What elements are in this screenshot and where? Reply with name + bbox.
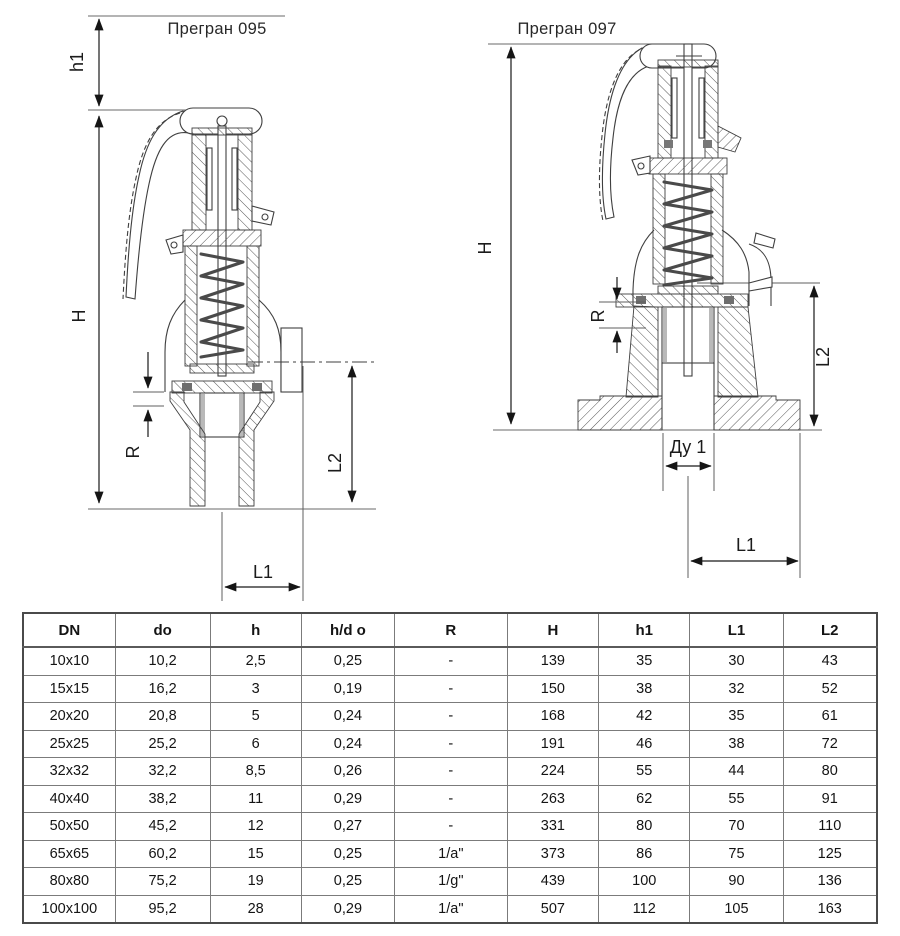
table-cell: 28 — [210, 895, 301, 923]
svg-text:H: H — [69, 309, 89, 323]
svg-text:L1: L1 — [735, 535, 757, 555]
table-row — [23, 647, 877, 675]
table-cell: 12 — [210, 813, 301, 841]
table-cell: 86 — [599, 840, 690, 868]
bonnet-lug — [718, 126, 741, 152]
dimension-H — [475, 47, 511, 424]
column-header: do — [115, 613, 210, 647]
table-cell: 30 — [690, 647, 783, 675]
table-cell: 15 — [210, 840, 301, 868]
table-cell: 11 — [210, 785, 301, 813]
dimension-L2 — [325, 366, 352, 502]
table-cell: - — [394, 813, 507, 841]
table-cell: 191 — [507, 730, 598, 758]
column-header: L2 — [783, 613, 877, 647]
table-cell: 32x32 — [23, 758, 115, 786]
table-cell: 55 — [599, 758, 690, 786]
table-cell: 62 — [599, 785, 690, 813]
table-cell: 0,24 — [301, 703, 394, 731]
table-cell: 25,2 — [115, 730, 210, 758]
table-cell: - — [394, 758, 507, 786]
table-cell: 46 — [599, 730, 690, 758]
table-cell: 61 — [783, 703, 877, 731]
table-row — [23, 675, 877, 703]
table-row — [23, 840, 877, 868]
table-row — [23, 813, 877, 841]
table-cell: 139 — [507, 647, 598, 675]
inlet-nipple — [170, 392, 274, 506]
lever-pivot — [217, 116, 227, 126]
column-header: h — [210, 613, 301, 647]
table-cell: 168 — [507, 703, 598, 731]
table-row — [23, 730, 877, 758]
valve-drawing-pregran-095 — [67, 16, 378, 601]
spring-plate — [190, 364, 254, 373]
table-cell: 125 — [783, 840, 877, 868]
table-cell: 38 — [599, 675, 690, 703]
table-cell: 35 — [690, 703, 783, 731]
table-cell: 35 — [599, 647, 690, 675]
bonnet — [658, 60, 741, 158]
table-cell: 263 — [507, 785, 598, 813]
table-row — [23, 703, 877, 731]
table-cell: 0,25 — [301, 868, 394, 896]
table-cell: 43 — [783, 647, 877, 675]
table-cell: 5 — [210, 703, 301, 731]
table-cell: 10x10 — [23, 647, 115, 675]
table-cell: 38 — [690, 730, 783, 758]
table-cell: 100 — [599, 868, 690, 896]
table-cell: 50x50 — [23, 813, 115, 841]
table-cell: 32 — [690, 675, 783, 703]
table-cell: 0,24 — [301, 730, 394, 758]
table-cell: 1/a" — [394, 895, 507, 923]
side-outlet — [281, 328, 302, 392]
table-row — [23, 895, 877, 923]
table-cell: 42 — [599, 703, 690, 731]
svg-text:R: R — [588, 309, 608, 323]
table-cell: 60,2 — [115, 840, 210, 868]
table-cell: 3 — [210, 675, 301, 703]
table-cell: 2,5 — [210, 647, 301, 675]
table-cell: 16,2 — [115, 675, 210, 703]
table-cell: 112 — [599, 895, 690, 923]
drawing-title-left: Прегран 095 — [167, 20, 267, 38]
table-cell: 80 — [783, 758, 877, 786]
table-cell: 110 — [783, 813, 877, 841]
valve-stem — [218, 126, 226, 376]
table-cell: 32,2 — [115, 758, 210, 786]
table-cell: 38,2 — [115, 785, 210, 813]
table-cell: 0,25 — [301, 840, 394, 868]
table-wrap — [0, 610, 900, 924]
table-cell: 25x25 — [23, 730, 115, 758]
spring-plate — [658, 286, 718, 294]
table-cell: 72 — [783, 730, 877, 758]
table-cell: 70 — [690, 813, 783, 841]
table-cell: 75 — [690, 840, 783, 868]
column-header: H — [507, 613, 598, 647]
column-header: h1 — [599, 613, 690, 647]
svg-text:L2: L2 — [325, 452, 345, 474]
table-cell: - — [394, 647, 507, 675]
table-cell: - — [394, 675, 507, 703]
svg-text:h1: h1 — [67, 51, 87, 73]
table-cell: - — [394, 730, 507, 758]
drawing-title-right: Прегран 097 — [517, 20, 617, 38]
table-cell: 40x40 — [23, 785, 115, 813]
table-cell: 65x65 — [23, 840, 115, 868]
body-bulge — [749, 244, 771, 306]
table-cell: 163 — [783, 895, 877, 923]
table-cell: 100x100 — [23, 895, 115, 923]
svg-text:H: H — [475, 241, 495, 255]
table-cell: 0,26 — [301, 758, 394, 786]
table-cell: 0,25 — [301, 647, 394, 675]
column-header: h/d o — [301, 613, 394, 647]
valve-disc — [200, 393, 244, 437]
table-cell: 1/g" — [394, 868, 507, 896]
table-cell: 0,19 — [301, 675, 394, 703]
svg-text:L2: L2 — [813, 346, 833, 368]
spring-chamber — [633, 174, 775, 306]
table-row — [23, 758, 877, 786]
table-cell: 55 — [690, 785, 783, 813]
dimensions-table — [22, 612, 878, 924]
table-cell: 20x20 — [23, 703, 115, 731]
bonnet — [192, 128, 274, 230]
table-cell: 45,2 — [115, 813, 210, 841]
valve-drawing-pregran-097 — [475, 20, 833, 578]
adjuster-hex — [632, 156, 727, 175]
dimension-R — [123, 352, 164, 459]
table-cell: 10,2 — [115, 647, 210, 675]
table-cell: 75,2 — [115, 868, 210, 896]
column-header: DN — [23, 613, 115, 647]
table-cell: 52 — [783, 675, 877, 703]
table-cell: 331 — [507, 813, 598, 841]
table-cell: 0,27 — [301, 813, 394, 841]
dimension-H — [69, 116, 99, 503]
table-cell: 105 — [690, 895, 783, 923]
table-cell: 20,8 — [115, 703, 210, 731]
table-cell: 0,29 — [301, 785, 394, 813]
table-cell: 1/a" — [394, 840, 507, 868]
table-cell: 19 — [210, 868, 301, 896]
table-cell: 507 — [507, 895, 598, 923]
table-cell: 80 — [599, 813, 690, 841]
dimension-h1 — [67, 19, 99, 106]
table-cell: 224 — [507, 758, 598, 786]
table-cell: 80x80 — [23, 868, 115, 896]
svg-text:Ду 1: Ду 1 — [669, 437, 707, 457]
table-cell: 439 — [507, 868, 598, 896]
column-header: L1 — [690, 613, 783, 647]
table-cell: - — [394, 785, 507, 813]
table-cell: 373 — [507, 840, 598, 868]
table-cell: 44 — [690, 758, 783, 786]
table-row — [23, 868, 877, 896]
table-cell: 8,5 — [210, 758, 301, 786]
table-row — [23, 785, 877, 813]
table-cell: 6 — [210, 730, 301, 758]
table-header-row — [23, 613, 877, 647]
table-cell: 150 — [507, 675, 598, 703]
svg-text:L1: L1 — [252, 562, 274, 582]
table-cell: 15x15 — [23, 675, 115, 703]
table-cell: 0,29 — [301, 895, 394, 923]
table-cell: 91 — [783, 785, 877, 813]
table-cell: 95,2 — [115, 895, 210, 923]
svg-text:R: R — [123, 445, 143, 459]
column-header: R — [394, 613, 507, 647]
dimension-L2 — [813, 286, 833, 426]
table-cell: 136 — [783, 868, 877, 896]
table-cell: 90 — [690, 868, 783, 896]
table-cell: - — [394, 703, 507, 731]
